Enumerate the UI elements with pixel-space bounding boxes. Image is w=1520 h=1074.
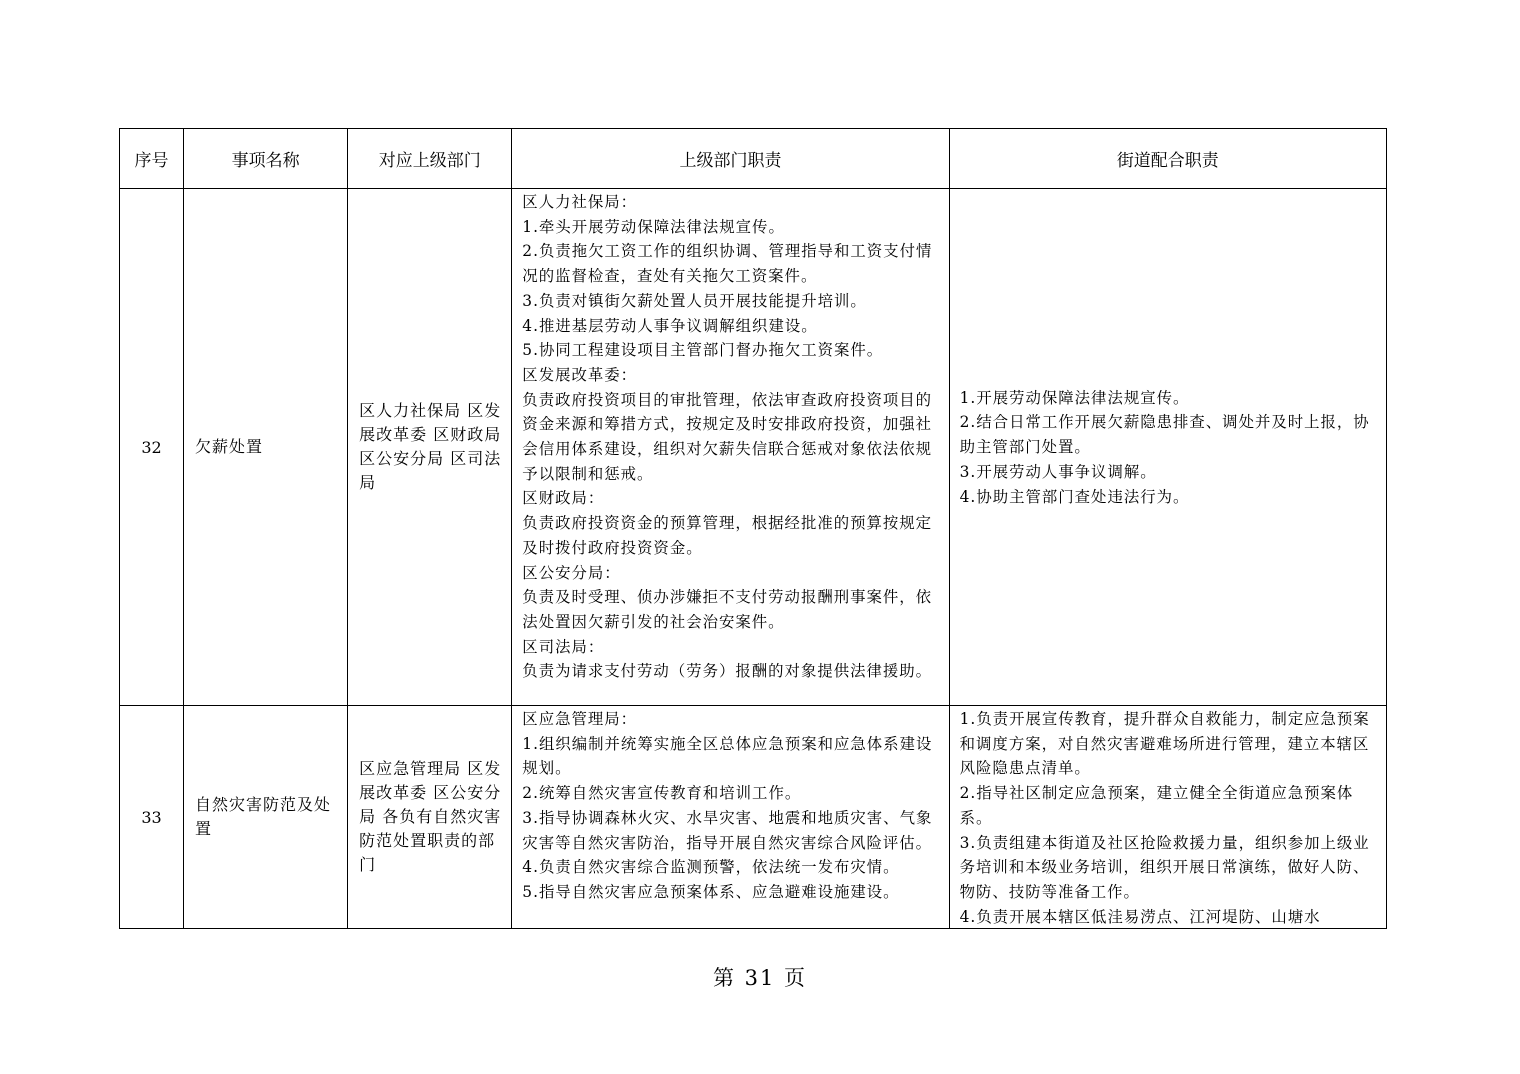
row-superior-duties bbox=[512, 706, 949, 929]
row-item-name: 自然灾害防范及处置 bbox=[184, 706, 348, 929]
street-duty-line: 2.结合日常工作开展欠薪隐患排查、调处并及时上报，协助主管部门处置。 bbox=[959, 413, 1370, 457]
street-duty-line: 4.负责开展本辖区低洼易涝点、江河堤防、山塘水 bbox=[959, 907, 1321, 926]
table-header-row bbox=[120, 129, 1387, 189]
duty-line: 区发展改革委： bbox=[522, 365, 638, 384]
street-duty-line: 3.开展劳动人事争议调解。 bbox=[959, 462, 1157, 481]
street-clip bbox=[960, 707, 1377, 926]
duty-line: 5.指导自然灾害应急预案体系、应急避难设施建设。 bbox=[522, 882, 900, 901]
duty-line: 2.统筹自然灾害宣传教育和培训工作。 bbox=[522, 784, 802, 803]
header-superior-duties: 上级部门职责 bbox=[512, 129, 949, 189]
table-row bbox=[120, 706, 1387, 929]
street-duty-line: 4.协助主管部门查处违法行为。 bbox=[959, 487, 1190, 506]
duty-line: 负责为请求支付劳动（劳务）报酬的对象提供法律援助。 bbox=[522, 662, 933, 681]
street-duty-line: 1.负责开展宣传教育，提升群众自救能力，制定应急预案和调度方案，对自然灾害避难场所进行管理，建立本辖区风险隐患点清单。 bbox=[959, 710, 1370, 778]
street-duty-line: 1.开展劳动保障法律法规宣传。 bbox=[959, 388, 1190, 407]
duty-line: 区财政局： bbox=[522, 489, 605, 508]
duty-table bbox=[119, 128, 1387, 929]
row-item-name: 欠薪处置 bbox=[184, 189, 348, 706]
row-street-duties bbox=[949, 706, 1386, 929]
row-serial: 33 bbox=[120, 706, 184, 929]
duty-line: 1.组织编制并统筹实施全区总体应急预案和应急体系建设规划。 bbox=[522, 734, 933, 778]
duty-clip bbox=[522, 707, 939, 905]
table-row bbox=[120, 189, 1387, 706]
duty-line: 区公安分局： bbox=[522, 563, 621, 582]
header-street-duties: 街道配合职责 bbox=[949, 129, 1386, 189]
row-superior-dept: 区应急管理局 区发展改革委 区公安分局 各负有自然灾害防范处置职责的部门 bbox=[348, 706, 512, 929]
row-superior-duties bbox=[512, 189, 949, 706]
street-duty-line: 2.指导社区制定应急预案，建立健全全街道应急预案体系。 bbox=[959, 784, 1354, 827]
duty-line: 1.牵头开展劳动保障法律法规宣传。 bbox=[522, 217, 785, 236]
duty-line: 区司法局： bbox=[522, 637, 605, 656]
duty-line: 4.负责自然灾害综合监测预警，依法统一发布灾情。 bbox=[522, 858, 900, 877]
duty-line: 4.推进基层劳动人事争议调解组织建设。 bbox=[522, 316, 818, 335]
duty-line: 负责政府投资项目的审批管理，依法审查政府投资项目的资金来源和筹措方式，按规定及时安排政府投资，加强社会信用体系建设，组织对欠薪失信联合惩戒对象依法依规予以限制和惩戒。 bbox=[522, 390, 933, 483]
duty-line: 3.负责对镇街欠薪处置人员开展技能提升培训。 bbox=[522, 291, 867, 310]
row-street-duties bbox=[949, 189, 1386, 706]
duty-line: 5.协同工程建设项目主管部门督办拖欠工资案件。 bbox=[522, 341, 884, 360]
header-item-name: 事项名称 bbox=[184, 129, 348, 189]
duty-line: 区应急管理局： bbox=[522, 710, 638, 728]
header-serial: 序号 bbox=[120, 129, 184, 189]
row-superior-dept: 区人力社保局 区发展改革委 区财政局 区公安分局 区司法局 bbox=[348, 189, 512, 706]
page-number: 第 31 页 bbox=[712, 966, 808, 990]
street-duty-line: 3.负责组建本街道及社区抢险救援力量，组织参加上级业务培训和本级业务培训，组织开展日常演练，做好人防、物防、技防等准备工作。 bbox=[959, 833, 1370, 901]
duty-line: 3.指导协调森林火灾、水旱灾害、地震和地质灾害、气象灾害等自然灾害防治，指导开展自然灾害综合风险评估。 bbox=[522, 808, 933, 852]
duty-line: 区人力社保局： bbox=[522, 193, 638, 211]
row-serial: 32 bbox=[120, 189, 184, 706]
duty-line: 负责及时受理、侦办涉嫌拒不支付劳动报酬刑事案件，依法处置因欠薪引发的社会治安案件。 bbox=[522, 588, 933, 631]
header-superior-dept: 对应上级部门 bbox=[348, 129, 512, 189]
duty-line: 负责政府投资资金的预算管理，根据经批准的预算按规定及时拨付政府投资资金。 bbox=[522, 514, 933, 557]
duty-line: 2.负责拖欠工资工作的组织协调、管理指导和工资支付情况的监督检查，查处有关拖欠工资案件。 bbox=[522, 242, 933, 286]
